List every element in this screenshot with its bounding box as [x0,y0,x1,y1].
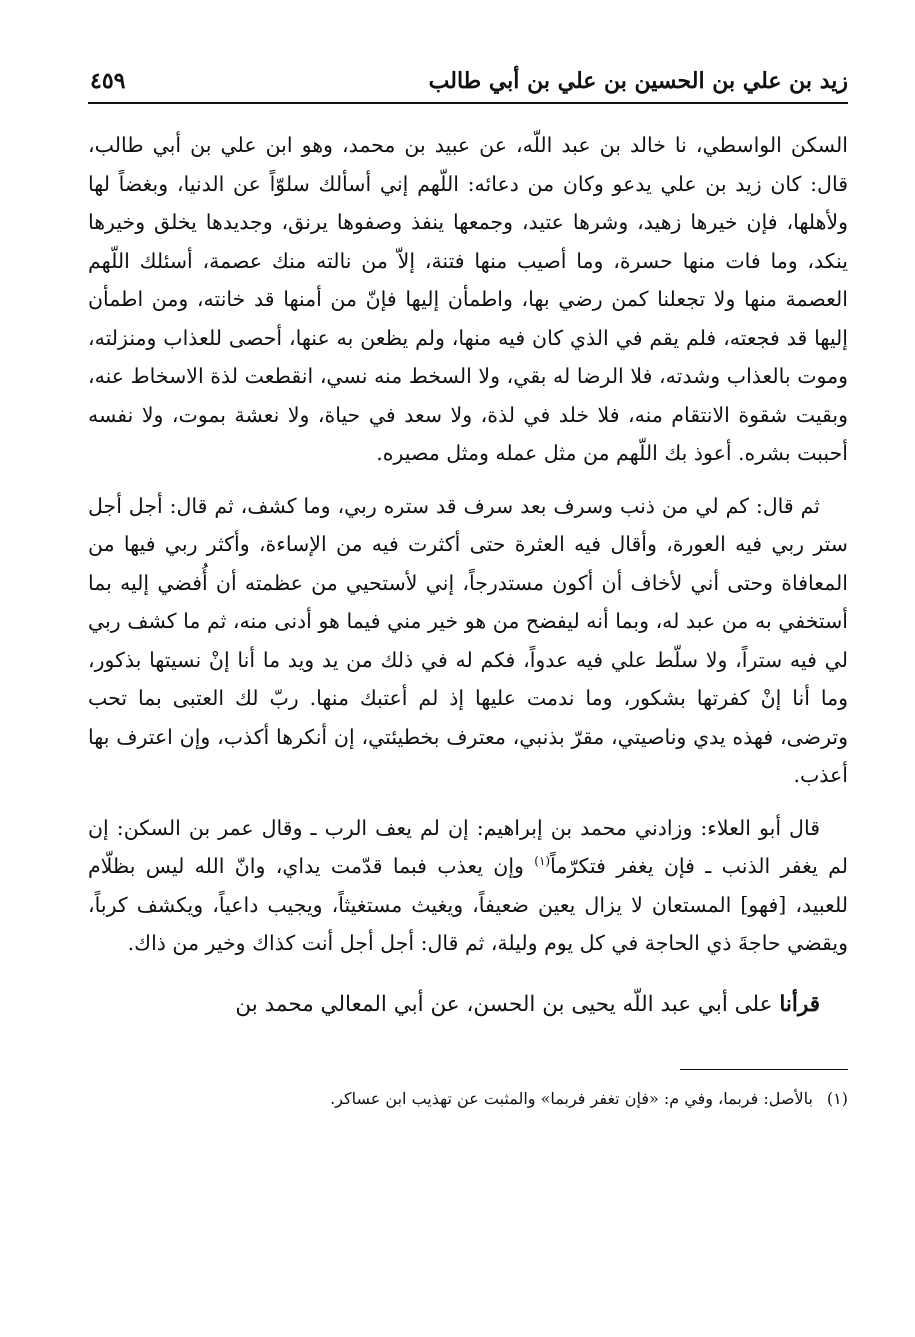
footnote-marker: (١) [826,1088,848,1108]
paragraph-3-text-before: قال أبو العلاء: وزادني محمد بن إبراهيم: إن لم يعف الرب ـ وقال عمر بن السكن: إن لم يغفر الذنب ـ فإن يغفر فتكرّماً [88,815,848,878]
document-page [88,60,848,1310]
footnote [88,1086,848,1112]
isnad-lead-word: قرأنا [779,991,820,1017]
isnad-text: على أبي عبد اللّه يحيى بن الحسن، عن أبي المعالي محمد بن [235,991,780,1017]
footnote-reference: (١) [534,854,551,869]
isnad-paragraph [88,985,848,1025]
paragraph-3-text-after: وإن يعذب فبما قدّمت يداي، وانّ الله ليس بظلّام للعبيد، [فهو] المستعان لا يزال يعين ضعيفاً، ويغيث مستغيثاً، ويجيب داعياً، ويكشف كرباً، ويقضي حاجةَ ذي الحاجة في كل يوم وليلة، ثم قال: أجل أجل أنت كذاك وخير من ذاك. [88,854,848,955]
header-title: زيد بن علي بن الحسين بن علي بن أبي طالب [428,68,848,94]
footnote-text: بالأصل: فربما، وفي م: «فإن تغفر فربما» والمثبت عن تهذيب ابن عساكر. [330,1088,813,1108]
footnote-divider [680,1069,848,1070]
paragraph-1: السكن الواسطي، نا خالد بن عبد اللّه، عن عبيد بن محمد، وهو ابن علي بن أبي طالب، قال: كان زيد بن علي يدعو وكان من دعائه: اللّهم إني أسألك سلوّاً عن الدنيا، وبغضاً لها ولأهلها، فإن خيرها زهيد، وشرها عتيد، وجمعها ينفذ وصفوها يرنق، وجديدها يخلق وخيرها ينكد، وما فات منها حسرة، وما أصيب منها فتنة، إلاّ من نالته منك عصمة، أسئلك اللّهم العصمة منها ولا تجعلنا كمن رضي بها، واطمأن إليها فإنّ من أمنها قد خانته، ومن اطمأن إليها قد فجعته، فلم يقم في الذي كان فيه منها، ولم يظعن به عنها، أحصى للعذاب ومنزلته، وموت بالعذاب وشدته، فلا الرضا له بقي، ولا السخط منه نسي، انقطعت لذة الاسخاط عنه، وبقيت شقوة الانتقام منه، فلا خلد في لذة، ولا سعد في حياة، ولا نعشة بموت، ولا نفسه أحببت بشره. أعوذ بك اللّهم من مثل عمله ومثل مصيره. [88,133,848,465]
running-header [88,60,848,104]
paragraph-2: ثم قال: كم لي من ذنب وسرف بعد سرف قد ستره ربي، وما كشف، ثم قال: أجل أجل ستر ربي فيه العورة، وأقال فيه العثرة حتى أكثرت فيه من الإساءة، وأكثر ربي فيها من المعافاة وحتى أني لأخاف أن أكون مستدرجاً، إني لأستحيي من عظمته أن أُفضي إليه بما أستخفي به من عبد له، وبما أنه ليفضح من هو خير مني فيما هو أدنى منه، ثم ما كشف ربي لي فيه ستراً، ولا سلّط علي فيه عدواً، فكم له في ذلك من يد ويد ما أنا إنْ نسيتها بذكور، وما أنا إنْ كفرتها بشكور، وما ندمت عليها إذ لم أعتبك منها. ربّ لك العتبى بما تحب وترضى، فهذه يدي وناصيتي، مقرّ بذنبي، معترف بخطيئتي، إن أنكرها أكذب، وإن اعترف بها أعذب. [88,493,848,787]
body-text [88,126,848,1025]
page-number: ٤٥٩ [90,68,126,94]
paragraph-3 [88,809,848,963]
